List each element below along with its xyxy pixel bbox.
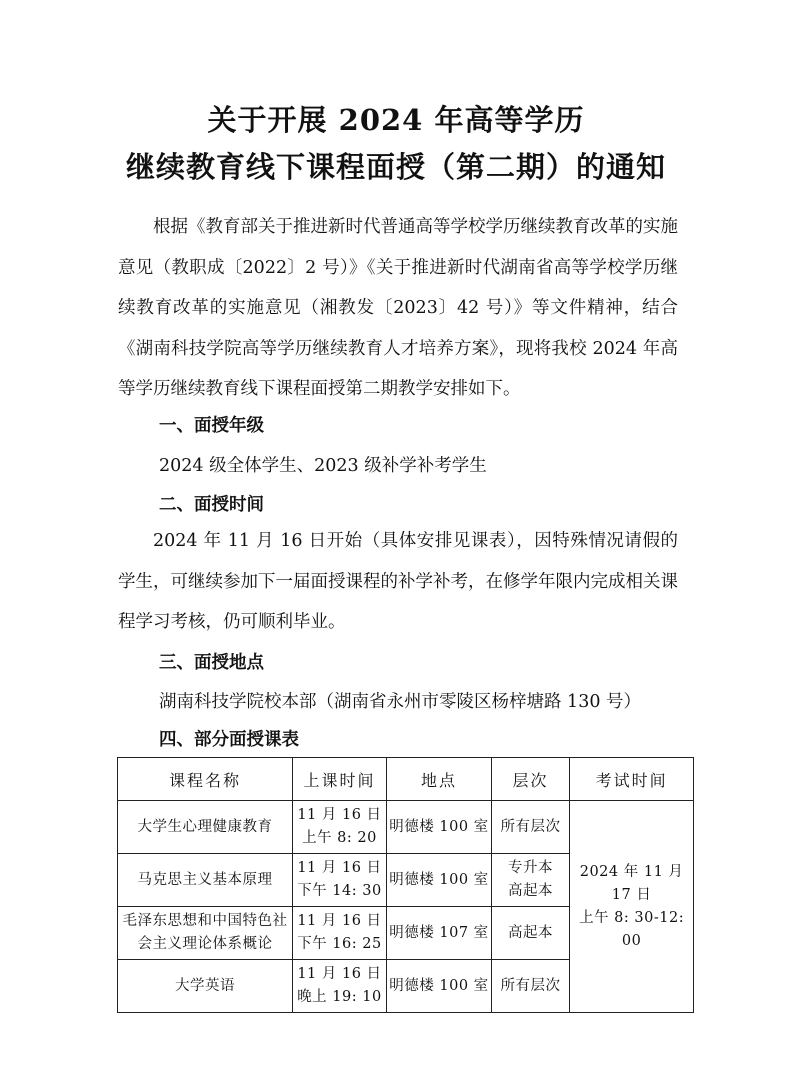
level-line: 专升本 <box>508 860 554 876</box>
class-hour: 晚上 19: 10 <box>297 989 382 1005</box>
exam-date: 2024 年 11 月 17 日 <box>579 863 684 903</box>
class-level <box>491 854 569 907</box>
class-place: 明德楼 107 室 <box>386 907 491 960</box>
level-line: 高起本 <box>508 883 554 899</box>
class-time <box>292 960 386 1013</box>
intro-paragraph: 根据《教育部关于推进新时代普通高等学校学历继续教育改革的实施意见（教职成〔2022〕2 号）》《关于推进新时代湖南省高等学校学历继续教育改革的实施意见（湘教发〔2023〕42 号）》等文件精神，结合《湖南科技学院高等学历继续教育人才培养方案》，现将我校 2024 年高等学历继续教育线下课程面授第二期教学安排如下。 <box>118 217 678 399</box>
course-name: 马克思主义基本原理 <box>118 854 293 907</box>
section-text-location: 湖南科技学院校本部（湖南省永州市零陵区杨梓塘路 130 号） <box>159 692 642 712</box>
document-title-line2: 继续教育线下课程面授（第二期）的通知 <box>125 150 666 184</box>
class-level <box>491 801 569 854</box>
level-line: 高起本 <box>508 924 554 941</box>
level-line: 所有层次 <box>500 818 561 835</box>
section-heading-schedule: 四、部分面授课表 <box>159 730 299 750</box>
header-place: 地点 <box>386 758 491 801</box>
header-exam-time: 考试时间 <box>570 758 694 801</box>
exam-hour: 上午 8: 30-12: 00 <box>579 909 685 949</box>
class-time <box>292 907 386 960</box>
course-name: 大学英语 <box>118 960 293 1013</box>
exam-time-cell <box>570 801 694 1013</box>
class-date: 11 月 16 日 <box>297 913 382 929</box>
class-date: 11 月 16 日 <box>297 860 382 876</box>
table-row <box>118 801 694 854</box>
course-name: 大学生心理健康教育 <box>118 801 293 854</box>
schedule-table <box>117 757 694 1013</box>
class-date: 11 月 16 日 <box>297 966 382 982</box>
class-time <box>292 801 386 854</box>
class-level <box>491 960 569 1013</box>
section-heading-grade: 一、面授年级 <box>159 416 264 436</box>
section-text-grade: 2024 级全体学生、2023 级补学补考学生 <box>159 456 487 476</box>
class-hour: 下午 14: 30 <box>297 883 382 899</box>
header-time: 上课时间 <box>292 758 386 801</box>
level-line: 所有层次 <box>500 977 561 994</box>
class-date: 11 月 16 日 <box>297 807 382 823</box>
header-course: 课程名称 <box>118 758 293 801</box>
class-hour: 下午 16: 25 <box>297 936 382 952</box>
class-place: 明德楼 100 室 <box>386 801 491 854</box>
section-heading-time: 二、面授时间 <box>159 495 264 515</box>
class-level <box>491 907 569 960</box>
section-text-time: 2024 年 11 月 16 日开始（具体安排见课表），因特殊情况请假的学生，可继续参加下一届面授课程的补学补考，在修学年限内完成相关课程学习考核，仍可顺利毕业。 <box>118 531 678 632</box>
class-place: 明德楼 100 室 <box>386 854 491 907</box>
header-level: 层次 <box>491 758 569 801</box>
document-title-line1: 关于开展 2024 年高等学历 <box>207 103 585 137</box>
class-time <box>292 854 386 907</box>
class-place: 明德楼 100 室 <box>386 960 491 1013</box>
table-header-row <box>118 758 694 801</box>
course-name: 毛泽东思想和中国特色社会主义理论体系概论 <box>118 907 293 960</box>
class-hour: 上午 8: 20 <box>302 830 377 846</box>
section-heading-location: 三、面授地点 <box>159 653 264 673</box>
